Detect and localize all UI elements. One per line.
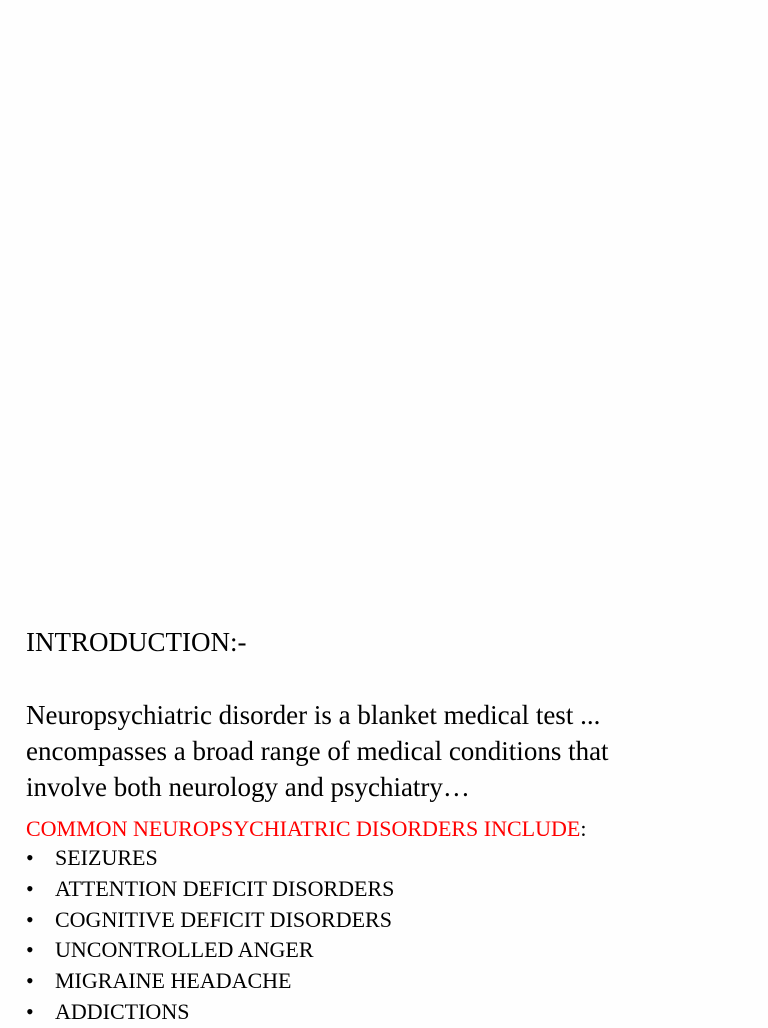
list-item	[26, 905, 746, 936]
intro-line: encompasses a broad range of medical conditions that	[26, 736, 609, 766]
bullet-icon: •	[26, 998, 34, 1024]
list-item-label: ADDICTIONS	[55, 998, 190, 1024]
disorders-list	[26, 843, 746, 1028]
bullet-icon: •	[26, 845, 34, 870]
list-item-label: SEIZURES	[55, 845, 158, 870]
bullet-icon: •	[26, 875, 34, 901]
disorders-subheading	[26, 815, 746, 843]
list-item	[26, 874, 746, 905]
disorders-subheading-text: COMMON NEUROPSYCHIATRIC DISORDERS INCLUDE	[26, 816, 581, 841]
bullet-icon: •	[26, 906, 34, 932]
list-item	[26, 843, 746, 874]
list-item-label: UNCONTROLLED ANGER	[55, 937, 314, 963]
bullet-icon: •	[26, 937, 34, 963]
list-item	[26, 935, 746, 966]
introduction-heading: INTRODUCTION:-	[26, 627, 247, 657]
intro-line: Neuropsychiatric disorder is a blanket medical test ...	[26, 700, 601, 730]
list-item	[26, 997, 746, 1028]
list-item-label: ATTENTION DEFICIT DISORDERS	[55, 875, 395, 901]
list-item-label: COGNITIVE DEFICIT DISORDERS	[55, 906, 392, 932]
list-item	[26, 966, 746, 997]
intro-line: involve both neurology and psychiatry…	[26, 772, 470, 802]
list-item-label: MIGRAINE HEADACHE	[55, 968, 292, 994]
disorders-subheading-colon: :	[580, 816, 587, 841]
bullet-icon: •	[26, 968, 34, 994]
slide-content	[26, 624, 746, 1028]
intro-paragraph	[26, 697, 746, 805]
